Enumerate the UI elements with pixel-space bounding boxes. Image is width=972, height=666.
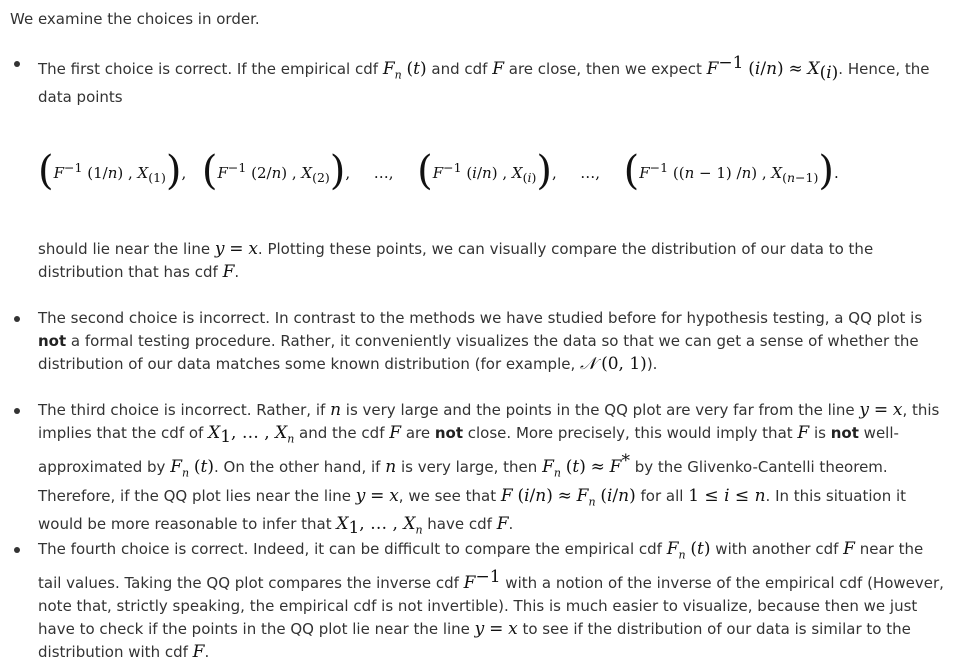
choice-1-text: The first choice is correct. If the empirical cdf $F_n$ (t) and cdf F are close, then we expect $F^{-1}$ $(i/n) \approx X_{(i)}$. Hence, the data points bbox=[38, 53, 930, 107]
qq-point-1: ($F^{-1}$ (1/n) , $X_{(1)}$), bbox=[38, 148, 187, 194]
bullet-dot bbox=[14, 547, 20, 553]
bullet-dot bbox=[14, 408, 20, 414]
qq-points-display: ($F^{-1}$ (1/n) , $X_{(1)}$), ($F^{-1}$ (2/n) , $X_{(2)}$), …, ($F^{-1}$ (i/n) , $X_{(i)}$), …, ($F^{-1}$ ((n − 1) /n) , $X_{(n-1)}$). bbox=[38, 148, 839, 194]
bullet-dot bbox=[14, 61, 20, 67]
list-item-choice-1 bbox=[14, 52, 944, 109]
list-item-choice-2 bbox=[14, 307, 944, 376]
list-item-choice-4 bbox=[14, 538, 944, 664]
choice-4-text: The fourth choice is correct. Indeed, it can be difficult to compare the empirical cdf $F_n$ (t) with another cdf F near the tail values. Taking the QQ plot compares the inverse cdf $F^{-1}$ with a notion of the inverse of the empirical cdf (However, note that, strictly speaking, the empirical cdf is not invertible). This is much easier to visualize, because then we just have to check if the points in the QQ plot lie near the line y = x to see if the distribution of our data is similar to the distribution with cdf F. bbox=[38, 539, 944, 663]
qq-point-i: ($F^{-1}$ (i/n) , $X_{(i)}$), bbox=[417, 148, 557, 194]
choice-2-text: The second choice is incorrect. In contrast to the methods we have studied before for hypothesis testing, a QQ plot is not a formal testing procedure. Rather, it conveniently visualizes the data so that we can get a sense of whether the distribution of our data matches some known distribution (for example, 𝒩 (0, 1)). bbox=[38, 309, 923, 374]
ellipsis-2: … bbox=[580, 164, 596, 182]
bullet-dot bbox=[14, 316, 20, 322]
choice-3-text: The third choice is incorrect. Rather, if n is very large and the points in the QQ plot are very far from the line y = x, this implies that the cdf of $X_1$, … , $X_n$ and the cdf F are not close. More precisely, this would imply that F is not well-approximated by $F_n$ (t). On the other hand, if n is very large, then $F_n$ (t) ≈ F* by the Glivenko-Cantelli theorem. Therefore, if the QQ plot lies near the line y = x, we see that F $(i/n) \approx F_n$ (i/n) for all 1 ≤ i ≤ n. In this situation it would be more reasonable to infer that $X_1$, … , $X_n$ have cdf F. bbox=[38, 400, 940, 539]
list-item-choice-3 bbox=[14, 399, 944, 542]
qq-point-2: ($F^{-1}$ (2/n) , $X_{(2)}$), bbox=[201, 148, 351, 194]
ellipsis-1: … bbox=[373, 164, 389, 182]
intro-text: We examine the choices in order. bbox=[10, 10, 260, 28]
choice-1-continuation: should lie near the line y = x. Plotting these points, we can visually compare the distribution of our data to the distribution that has cdf F. bbox=[38, 239, 874, 282]
qq-point-n-1: ($F^{-1}$ ((n − 1) /n) , $X_{(n-1)}$). bbox=[623, 148, 839, 194]
